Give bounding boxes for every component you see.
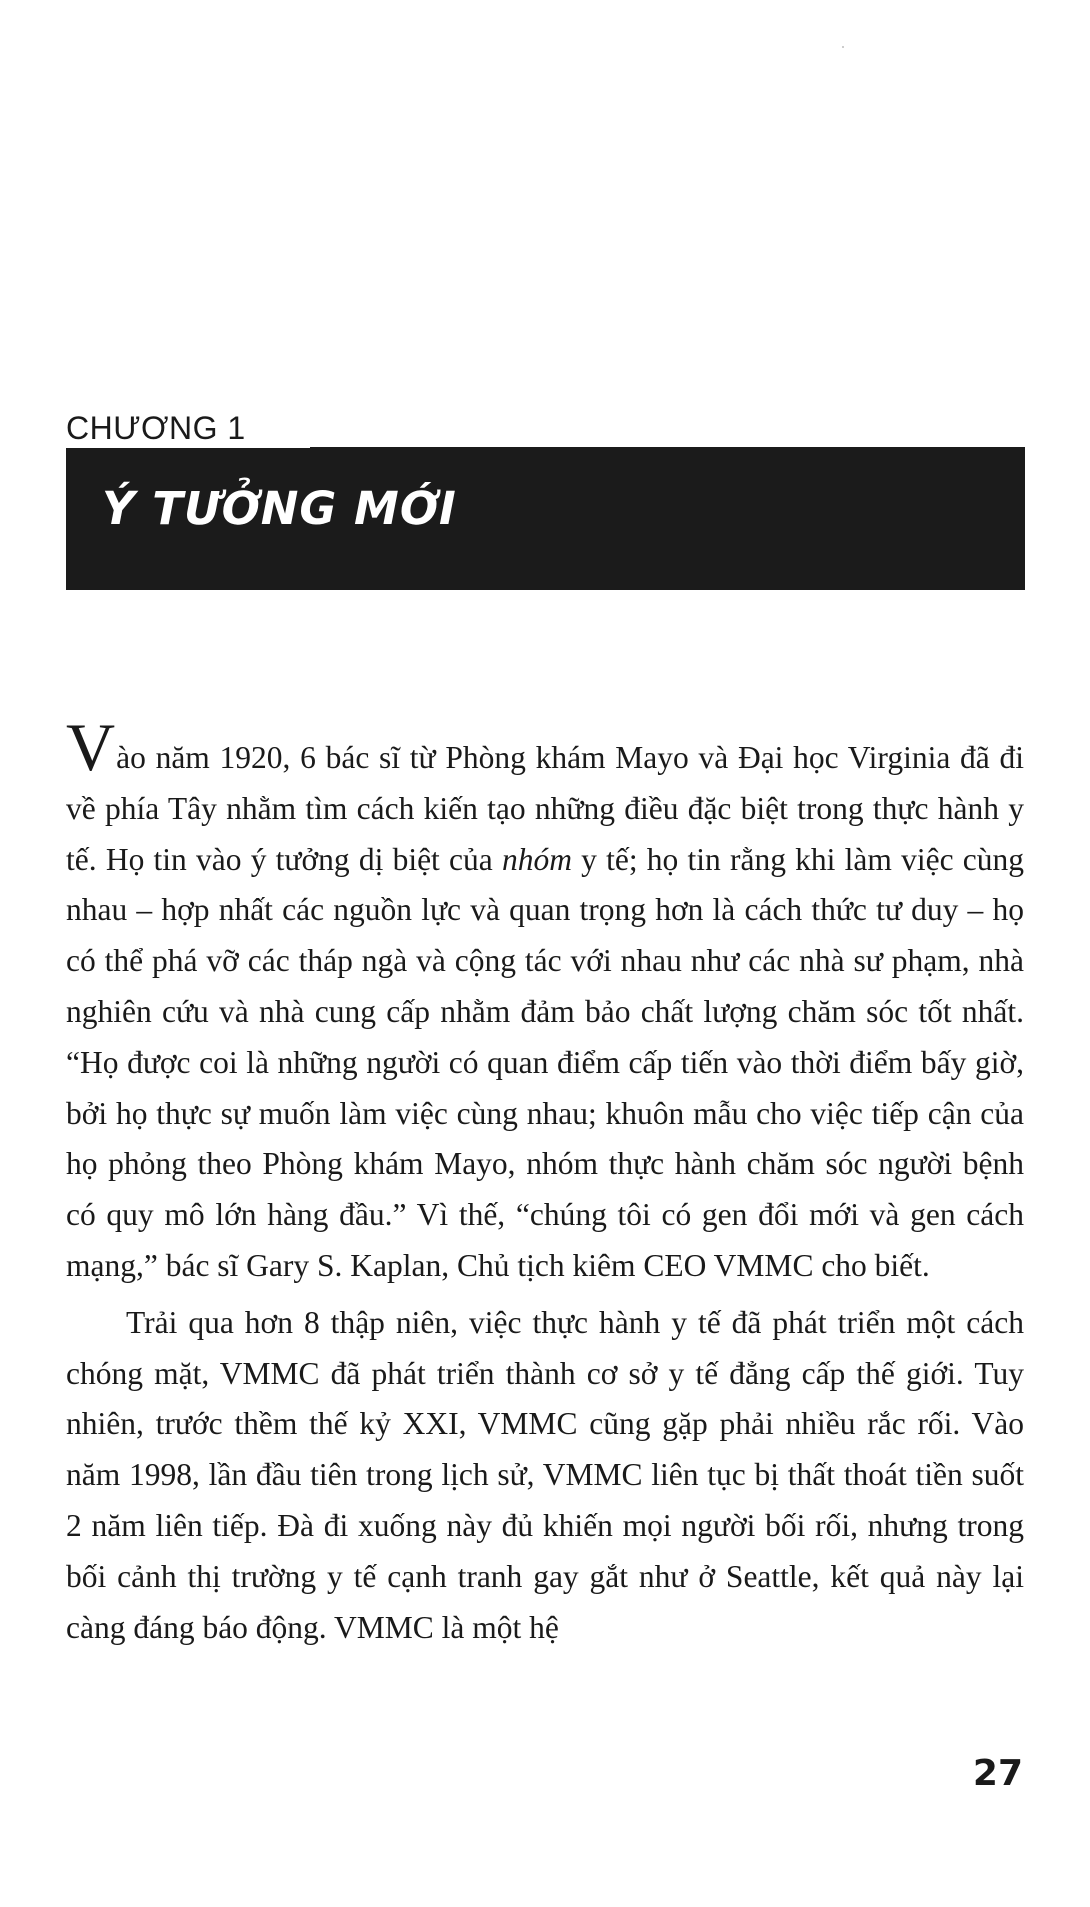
- paragraph-1-text-a: ào năm 1920, 6 bác sĩ từ Phòng khám Mayo và Đại học Virginia đã đi về phía Tây nhằm tìm cách kiến tạo những điều đặc biệt trong thực hành y tế. Họ tin vào ý tưởng dị biệt của: [66, 740, 1024, 877]
- scan-speck: [842, 46, 844, 48]
- page-number: 27: [972, 1753, 1023, 1794]
- chapter-title: Ý TƯỞNG MỚI: [102, 482, 457, 535]
- paragraph-1-text-b: y tế; họ tin rằng khi làm việc cùng nhau – hợp nhất các nguồn lực và quan trọng hơn là cách thức tư duy – họ có thể phá vỡ các tháp ngà và cộng tác với nhau như các nhà sư phạm, nhà nghiên cứu và nhà cung cấp nhằm đảm bảo chất lượng chăm sóc tốt nhất. “Họ được coi là những người có quan điểm cấp tiến vào thời điểm bấy giờ, bởi họ thực sự muốn làm việc cùng nhau; khuôn mẫu cho việc tiếp cận của họ phỏng theo Phòng khám Mayo, nhóm thực hành chăm sóc người bệnh có quy mô lớn hàng đầu.” Vì thế, “chúng tôi có gen đổi mới và gen cách mạng,” bác sĩ Gary S. Kaplan, Chủ tịch kiêm CEO VMMC cho biết.: [66, 841, 1024, 1283]
- paragraph-2: Trải qua hơn 8 thập niên, việc thực hành y tế đã phát triển một cách chóng mặt, VMMC đã phát triển thành cơ sở y tế đẳng cấp thế giới. Tuy nhiên, trước thềm thế kỷ XXI, VMMC cũng gặp phải nhiều rắc rối. Vào năm 1998, lần đầu tiên trong lịch sử, VMMC liên tục bị thất thoát tiền suốt 2 năm liên tiếp. Đà đi xuống này đủ khiến mọi người bối rối, nhưng trong bối cảnh thị trường y tế cạnh tranh gay gắt như ở Seattle, kết quả này lại càng đáng báo động. VMMC là một hệ: [66, 1304, 1024, 1645]
- chapter-label: CHƯƠNG 1: [66, 410, 246, 446]
- body-text: [66, 709, 1024, 1653]
- chapter-title-bar: [66, 448, 1025, 590]
- paragraph-1-emphasis: nhóm: [501, 841, 572, 877]
- drop-cap: V: [66, 709, 116, 785]
- paragraph-1: [66, 709, 1024, 1292]
